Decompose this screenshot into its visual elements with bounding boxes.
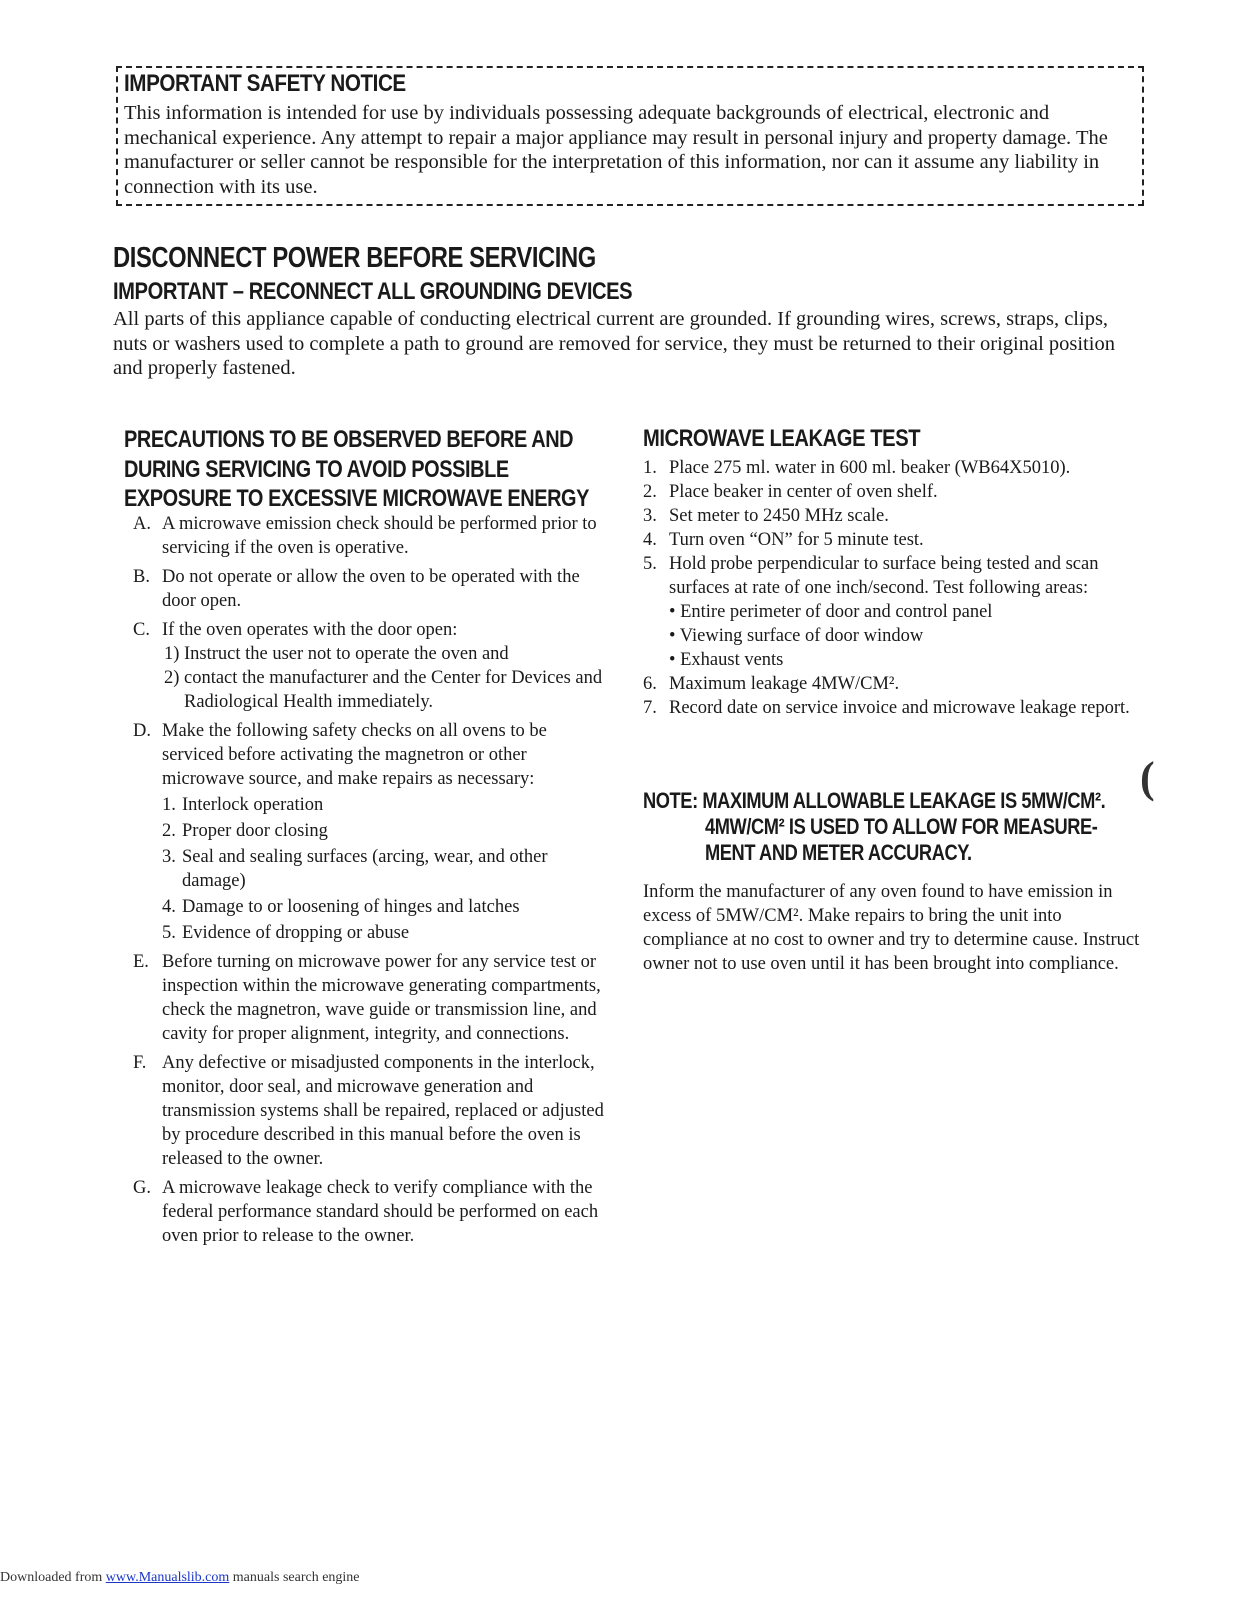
- disconnect-heading: DISCONNECT POWER BEFORE SERVICING: [113, 242, 596, 274]
- note-line: NOTE: MAXIMUM ALLOWABLE LEAKAGE IS 5MW/CM².: [643, 788, 1106, 813]
- area-bullet: • Entire perimeter of door and control panel: [669, 602, 993, 622]
- sub-item: [164, 666, 608, 714]
- note-body: Inform the manufacturer of any oven found to have emission in excess of 5MW/CM². Make repairs to bring the unit into compliance at no cost to owner and try to determine cause. Instruct owner not to use oven until it has been brought into compliance.: [643, 882, 1140, 974]
- footer: [0, 1570, 360, 1586]
- list-item: [128, 512, 608, 560]
- precautions-heading-line: DURING SERVICING TO AVOID POSSIBLE: [124, 455, 509, 483]
- item-label: E.: [133, 952, 149, 972]
- item-text: Before turning on microwave power for any service test or inspection within the microwave generating compartments, check the magnetron, wave guide or transmission line, and cavity for proper alignment, integrity, and connections.: [162, 952, 601, 1044]
- step-text: Hold probe perpendicular to surface being tested and scan surfaces at rate of one inch/second. Test following areas:: [669, 554, 1099, 598]
- item-text: A microwave emission check should be performed prior to servicing if the oven is operative.: [162, 514, 597, 558]
- area-bullet: • Viewing surface of door window: [669, 626, 924, 646]
- step-text: Record date on service invoice and microwave leakage report.: [669, 698, 1130, 718]
- item-label: A.: [133, 514, 151, 534]
- step-label: 7.: [643, 698, 657, 718]
- sub-item: [162, 895, 608, 919]
- notice-title: IMPORTANT SAFETY NOTICE: [124, 70, 406, 97]
- reconnect-heading: IMPORTANT – RECONNECT ALL GROUNDING DEVICES: [113, 278, 633, 305]
- note-line: 4MW/CM² IS USED TO ALLOW FOR MEASURE-: [705, 814, 1098, 839]
- grounding-text: All parts of this appliance capable of conducting electrical current are grounded. If grounding wires, screws, straps, clips, nuts or washers used to complete a path to ground are removed for service, they must be returned to their original position and properly fastened.: [113, 308, 1115, 379]
- sub-text: Instruct the user not to operate the oven and: [184, 644, 509, 664]
- list-item: [128, 950, 608, 1046]
- leakage-test-steps: [643, 456, 1143, 720]
- item-label: F.: [133, 1053, 147, 1073]
- step-label: 5.: [643, 554, 657, 574]
- list-item: [128, 719, 608, 945]
- leakage-note: [643, 788, 1200, 866]
- list-item: [128, 1176, 608, 1248]
- step-text: Turn oven “ON” for 5 minute test.: [669, 530, 924, 550]
- note-line: MENT AND METER ACCURACY.: [705, 840, 972, 865]
- sub-item: [162, 793, 608, 817]
- step-text: Maximum leakage 4MW/CM².: [669, 674, 900, 694]
- step-text: Set meter to 2450 MHz scale.: [669, 506, 889, 526]
- sub-label: 2): [164, 668, 180, 688]
- sub-label: 5.: [162, 923, 176, 943]
- footer-link[interactable]: www.Manualslib.com: [105, 1570, 230, 1585]
- list-item: [643, 504, 1143, 528]
- sub-text: Damage to or loosening of hinges and latches: [182, 897, 520, 917]
- sub-text: Interlock operation: [182, 795, 324, 815]
- sub-item: [162, 845, 608, 893]
- precautions-list: [128, 512, 608, 1253]
- sub-label: 3.: [162, 847, 176, 867]
- item-text: If the oven operates with the door open:: [162, 620, 458, 640]
- step-label: 4.: [643, 530, 657, 550]
- sub-text: contact the manufacturer and the Center for Devices and Radiological Health immediately.: [184, 668, 603, 712]
- item-text: Any defective or misadjusted components in the interlock, monitor, door seal, and microwave generation and transmission systems shall be repaired, replaced or adjusted by procedure described in this manual before the oven is released to the owner.: [162, 1053, 604, 1169]
- sub-item: [162, 921, 608, 945]
- list-item: [128, 1051, 608, 1171]
- sub-label: 1.: [162, 795, 176, 815]
- item-label: B.: [133, 567, 150, 587]
- list-item: [643, 552, 1143, 672]
- sub-text: Proper door closing: [182, 821, 328, 841]
- list-item: [643, 456, 1143, 480]
- precautions-heading: [124, 425, 589, 514]
- precautions-heading-line: PRECAUTIONS TO BE OBSERVED BEFORE AND: [124, 426, 574, 453]
- footer-prefix: Downloaded from: [0, 1570, 106, 1585]
- item-label: D.: [133, 721, 151, 741]
- list-item: [643, 480, 1143, 504]
- item-text: Make the following safety checks on all ovens to be serviced before activating the magnetron or other microwave source, and make repairs as necessary:: [162, 721, 547, 789]
- step-text: Place beaker in center of oven shelf.: [669, 482, 938, 502]
- sub-item: [164, 642, 608, 666]
- item-text: A microwave leakage check to verify compliance with the federal performance standard should be performed on each oven prior to release to the owner.: [162, 1178, 599, 1246]
- area-bullet: • Exhaust vents: [669, 650, 784, 670]
- item-text: Do not operate or allow the oven to be operated with the door open.: [162, 567, 580, 611]
- step-label: 2.: [643, 482, 657, 502]
- footer-suffix: manuals search engine: [229, 1570, 360, 1585]
- sub-label: 1): [164, 644, 180, 664]
- step-label: 6.: [643, 674, 657, 694]
- sub-item: [162, 819, 608, 843]
- list-item: [128, 618, 608, 714]
- step-label: 3.: [643, 506, 657, 526]
- list-item: [128, 565, 608, 613]
- sub-text: Seal and sealing surfaces (arcing, wear, and other damage): [182, 847, 548, 891]
- scan-mark: (: [1140, 753, 1155, 802]
- item-label: C.: [133, 620, 150, 640]
- item-label: G.: [133, 1178, 151, 1198]
- notice-body: This information is intended for use by individuals possessing adequate backgrounds of electrical, electronic and mechanical experience. Any attempt to repair a major appliance may result in personal injury and property damage. The manufacturer or seller cannot be responsible for the interpretation of this information, nor can it assume any liability in connection with its use.: [124, 102, 1108, 198]
- leakage-test-title: MICROWAVE LEAKAGE TEST: [643, 425, 921, 452]
- list-item: [643, 528, 1143, 552]
- sub-label: 4.: [162, 897, 176, 917]
- precautions-heading-line: EXPOSURE TO EXCESSIVE MICROWAVE ENERGY: [124, 485, 589, 512]
- step-text: Place 275 ml. water in 600 ml. beaker (WB64X5010).: [669, 458, 1071, 478]
- list-item: [643, 696, 1143, 720]
- list-item: [643, 672, 1143, 696]
- sub-label: 2.: [162, 821, 176, 841]
- step-label: 1.: [643, 458, 657, 478]
- sub-text: Evidence of dropping or abuse: [182, 923, 410, 943]
